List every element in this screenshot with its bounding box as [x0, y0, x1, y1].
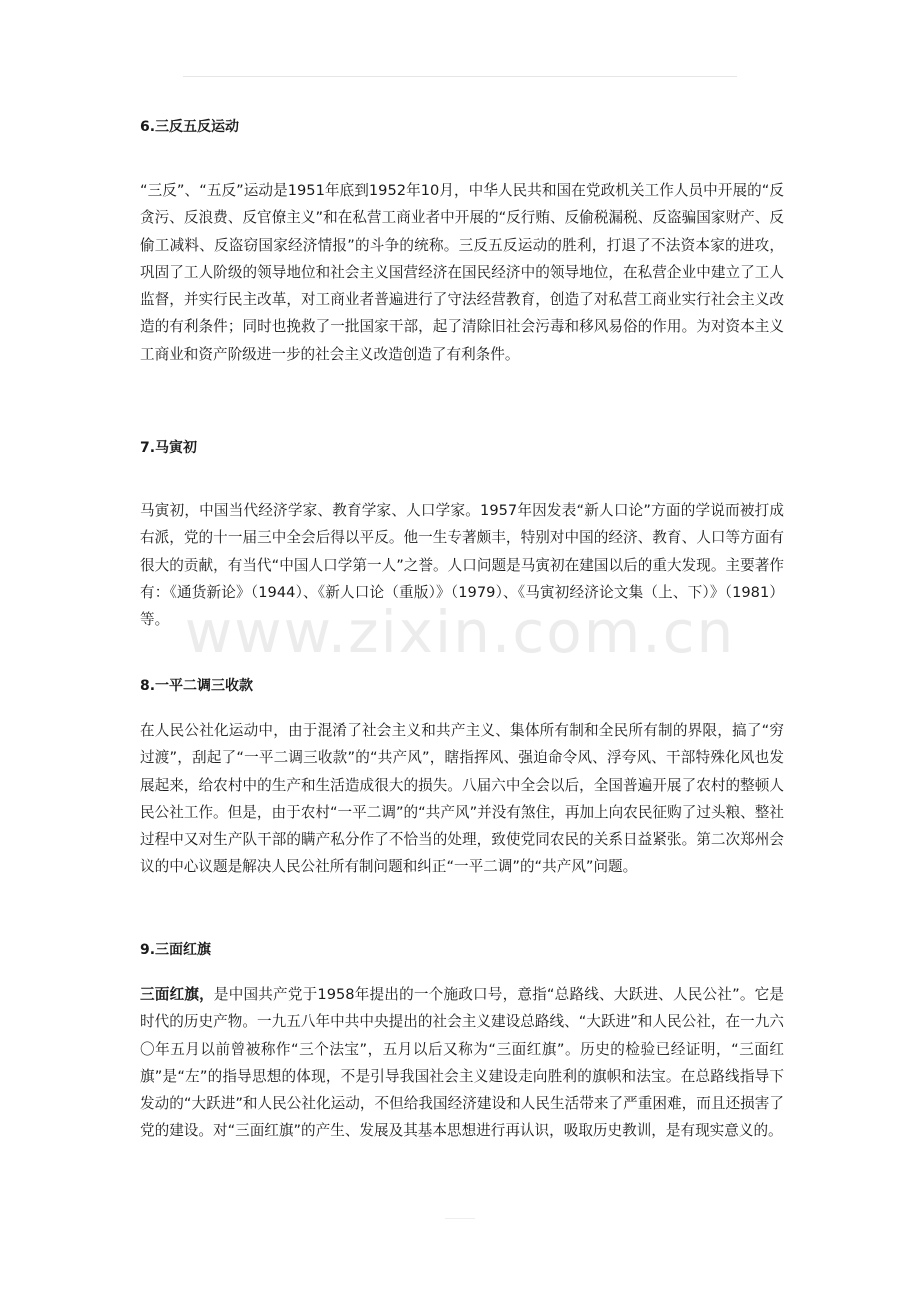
- watermark: www.zixin.com.cn: [184, 598, 736, 666]
- section-paragraph-6: [140, 177, 784, 368]
- section-text: 马寅初，中国当代经济学家、教育学家、人口学家。1957年因发表“新人口论”方面的学说而被打成右派，党的十一届三中全会后得以平反。他一生专著颇丰，特别对中国的经济、教育、人口等方面有很大的贡献，有当代“中国人口学第一人”之誉。人口问题是马寅初在建国以后的重大发现。主要著作有：《通货新论》（1944）、《新人口论（重版）》（1979）、《马寅初经济论文集（上、下）》（1981）等。: [140, 502, 784, 629]
- section-heading-6: 6.三反五反运动: [140, 119, 240, 135]
- header-rule: [183, 76, 737, 77]
- section-text: 在人民公社化运动中，由于混淆了社会主义和共产主义、集体所有制和全民所有制的界限，搞了“穷过渡”，刮起了“一平二调三收款”的“共产风”，瞎指挥风、强迫命令风、浮夸风、干部特殊化风也发展起来，给农村中的生产和生活造成很大的损失。八届六中全会以后，全国普遍开展了农村的整顿人民公社工作。但是，由于农村“一平二调”的“共产风”并没有煞住，再加上向农民征购了过头粮、整社过程中又对生产队干部的瞒产私分作了不恰当的处理，致使党同农民的关系日益紧张。第二次郑州会议的中心议题是解决人民公社所有制问题和纠正“一平二调”的“共产风”问题。: [140, 722, 784, 876]
- section-text: 是中国共产党于1958年提出的一个施政口号，意指“总路线、大跃进、人民公社”。它是时代的历史产物。一九五八年中共中央提出的社会主义建设总路线、“大跃进”和人民公社，在一九六〇年五月以前曾被称作“三个法宝”，五月以后又称为“三面红旗”。历史的检验已经证明，“三面红旗”是“左”的指导思想的体现，不是引导我国社会主义建设走向胜利的旗帜和法宝。在总路线指导下发动的“大跃进”和人民公社化运动，不但给我国经济建设和人民生活带来了严重困难，而且还损害了党的建设。对“三面红旗”的产生、发展及其基本思想进行再认识，吸取历史教训，是有现实意义的。: [140, 986, 784, 1140]
- section-paragraph-9: [140, 981, 784, 1145]
- section-heading-9: 9.三面红旗: [140, 942, 212, 958]
- section-paragraph-7: [140, 497, 784, 633]
- section-paragraph-8: [140, 717, 784, 881]
- section-text: “三反”、“五反”运动是1951年底到1952年10月，中华人民共和国在党政机关工作人员中开展的“反贪污、反浪费、反官僚主义”和在私营工商业者中开展的“反行贿、反偷税漏税、反盗骗国家财产、反偷工减料、反盗窃国家经济情报”的斗争的统称。三反五反运动的胜利，打退了不法资本家的进攻，巩固了工人阶级的领导地位和社会主义国营经济在国民经济中的领导地位，在私营企业中建立了工人监督，并实行民主改革，对工商业者普遍进行了守法经营教育，创造了对私营工商业实行社会主义改造的有利条件；同时也挽救了一批国家干部，起了清除旧社会污毒和移风易俗的作用。为对资本主义工商业和资产阶级进一步的社会主义改造创造了有利条件。: [140, 182, 784, 363]
- footer-mark: [445, 1218, 475, 1222]
- section-lead: 三面红旗，: [140, 986, 214, 1003]
- section-heading-7: 7.马寅初: [140, 440, 198, 456]
- section-heading-8: 8.一平二调三收款: [140, 678, 254, 694]
